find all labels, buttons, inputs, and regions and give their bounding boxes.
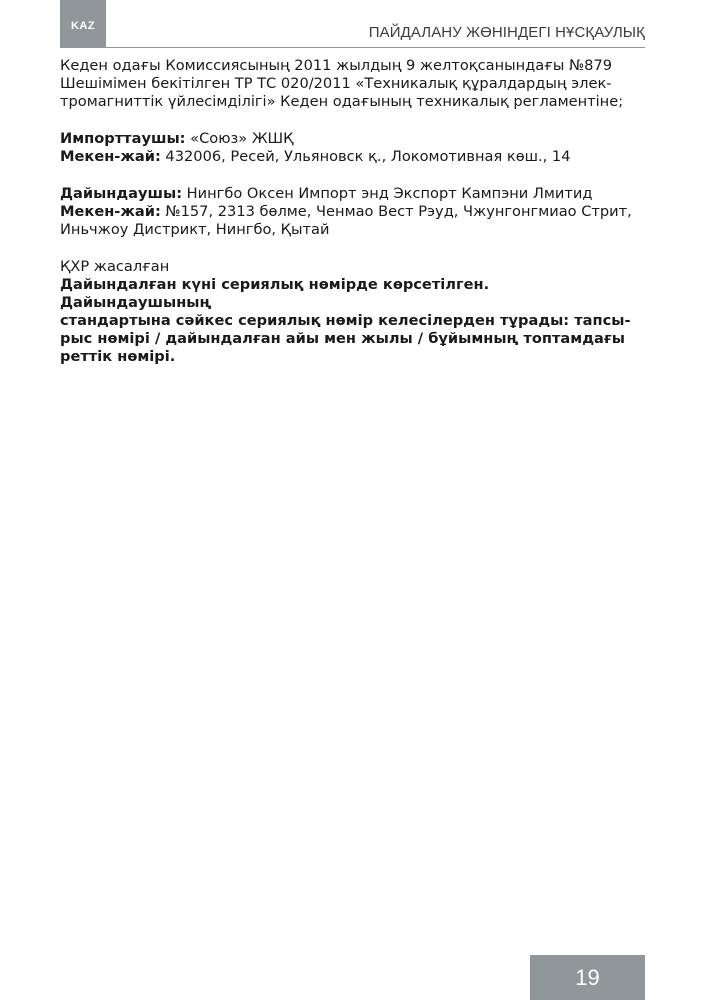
- page-header-title: ПАЙДАЛАНУ ЖӨНІНДЕГІ НҰСҚАУЛЫҚ: [368, 24, 645, 41]
- page-number: 19: [575, 964, 600, 990]
- regulation-line: тромагниттік үйлесімділігі» Кеден одағының техникалық регламентіне;: [60, 93, 624, 110]
- manufacturer-block: [60, 185, 645, 239]
- header-divider: [60, 47, 645, 48]
- manufacturer-line: [60, 185, 645, 203]
- importer-block: [60, 130, 645, 166]
- importer-address-label: Мекен-жай:: [60, 148, 161, 165]
- language-tab: [60, 0, 106, 48]
- manufacturer-address-label: Мекен-жай:: [60, 203, 161, 220]
- regulation-line: Кеден одағы Комиссиясының 2011 жылдың 9 желтоқсанындағы №879: [60, 57, 613, 74]
- importer-value: «Союз» ЖШҚ: [185, 130, 294, 147]
- page-number-box: [530, 955, 645, 1000]
- origin-serial-block: [60, 258, 645, 366]
- page-content: [60, 57, 645, 385]
- manufacturer-label: Дайындаушы:: [60, 185, 183, 202]
- regulation-paragraph: [60, 57, 645, 111]
- serial-line: Дайындалған күні сериялық нөмірде көрсетілген. Дайындаушының: [60, 276, 490, 311]
- importer-address-line: [60, 148, 645, 166]
- serial-line: стандартына сәйкес сериялық нөмір келесілерден тұрады: тапсы-: [60, 312, 631, 329]
- language-code: KAZ: [70, 20, 96, 32]
- importer-label: Импорттаушы:: [60, 130, 186, 147]
- serial-line: рыс нөмірі / дайындалған айы мен жылы / бұйымның топтамдағы: [60, 330, 625, 347]
- manufacturer-address-line: [60, 203, 645, 221]
- importer-line: [60, 130, 645, 148]
- origin-text: ҚХР жасалған: [60, 258, 170, 275]
- manufacturer-address-value: №157, 2313 бөлме, Ченмао Вест Рэуд, Чжунгонгмиао Стрит,: [160, 203, 632, 220]
- manufacturer-value: Нингбо Оксен Импорт энд Экспорт Кампэни Лмитид: [182, 185, 593, 202]
- serial-line: реттік нөмірі.: [60, 348, 176, 365]
- importer-address-value: 432006, Ресей, Ульяновск қ., Локомотивная көш., 14: [160, 148, 571, 165]
- regulation-line: Шешімімен бекітілген ТР ТС 020/2011 «Техникалық құралдардың элек-: [60, 75, 612, 92]
- manufacturer-address-line-2: Иньчжоу Дистрикт, Нингбо, Қытай: [60, 221, 330, 238]
